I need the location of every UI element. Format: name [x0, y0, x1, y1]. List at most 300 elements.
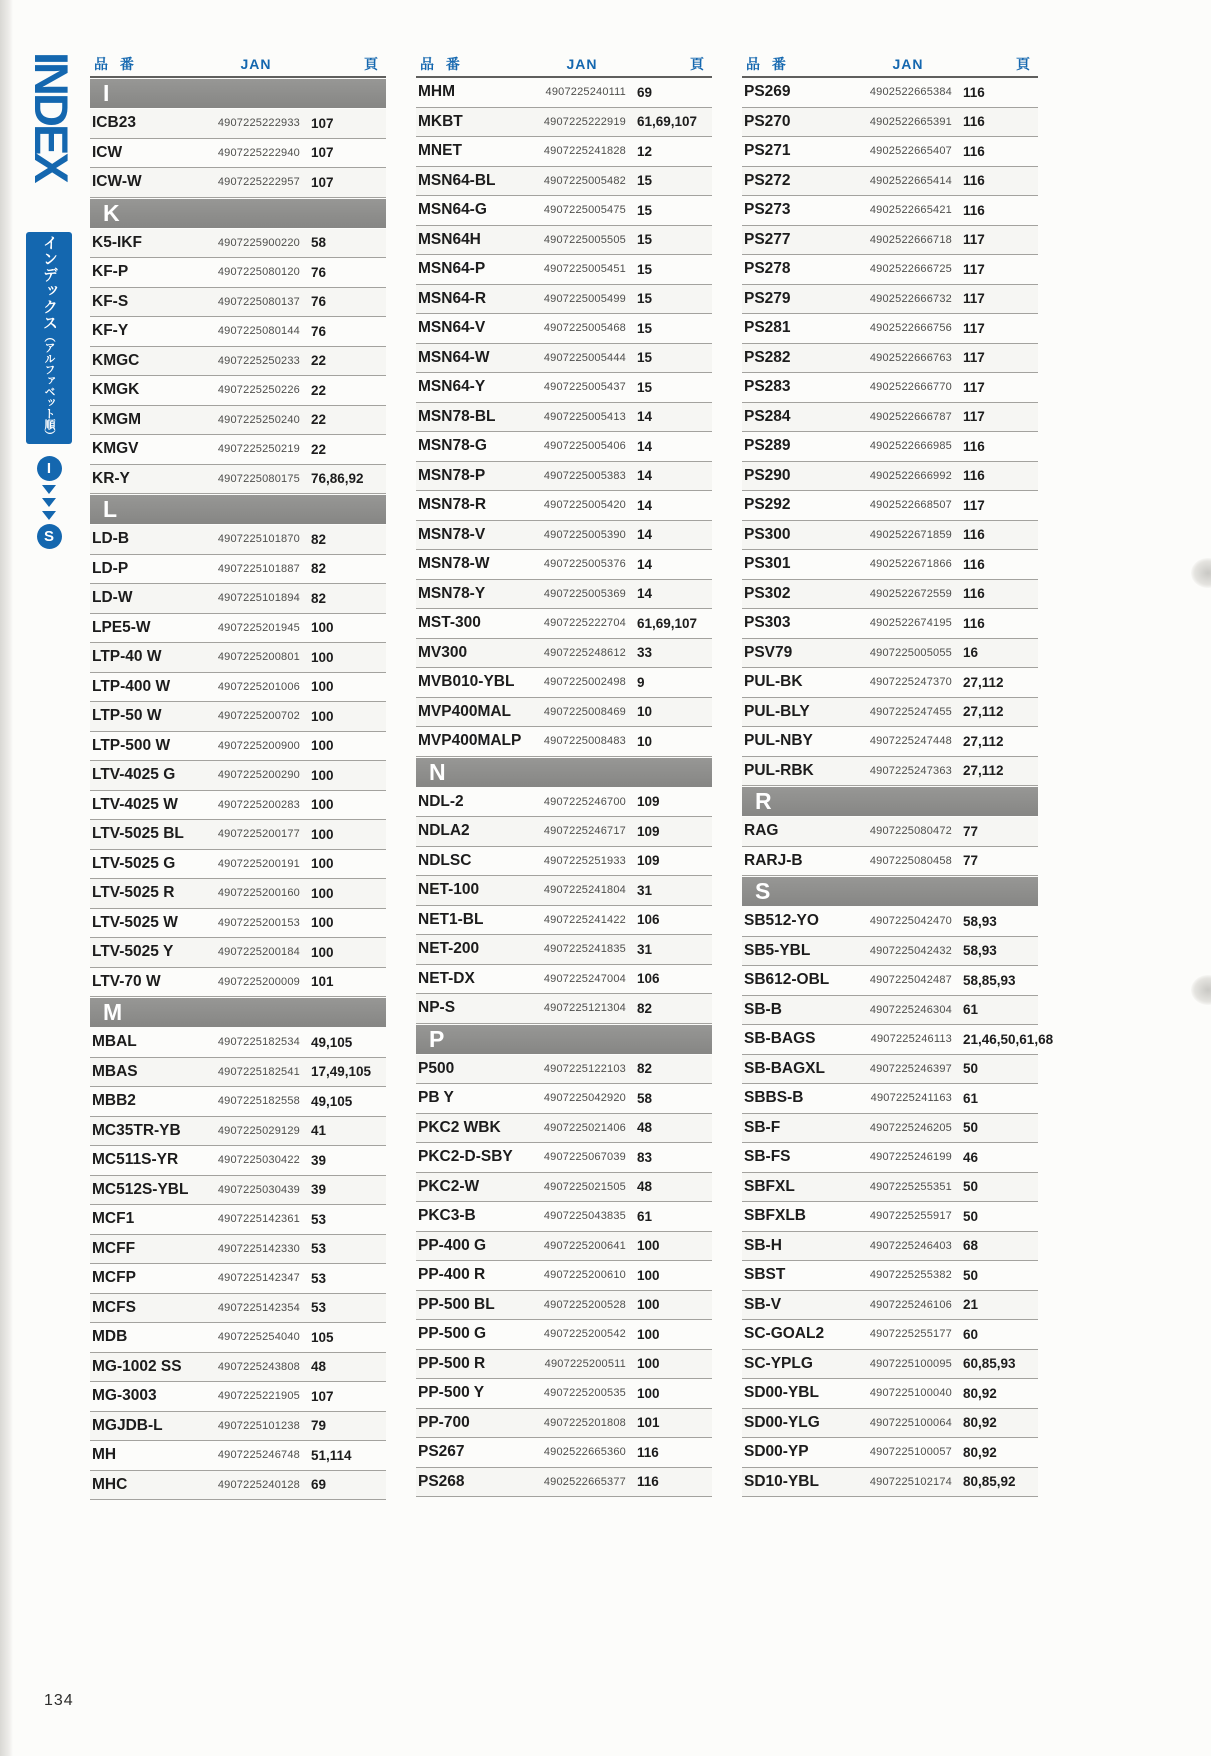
page-reference: 53	[311, 1300, 327, 1316]
index-banner	[20, 52, 80, 551]
page-reference: 12	[637, 143, 653, 159]
jan-code: 4907225250240	[217, 413, 300, 426]
index-row	[90, 465, 386, 495]
index-row	[742, 196, 1038, 226]
page-reference: 100	[311, 944, 334, 960]
page-reference: 14	[637, 556, 653, 572]
product-code: PS270	[744, 112, 791, 130]
index-row	[416, 727, 712, 757]
product-code: K5-IKF	[92, 233, 142, 251]
page-reference: 82	[637, 1000, 653, 1016]
product-code: PS282	[744, 348, 791, 366]
jan-code: 4907225247455	[869, 705, 952, 718]
page-reference: 58	[311, 235, 327, 251]
index-row	[416, 876, 712, 906]
jan-code: 4907225241163	[870, 1092, 952, 1105]
product-code: PP-500 G	[418, 1325, 487, 1343]
page-reference: 31	[637, 882, 653, 898]
jan-code: 4907225008483	[543, 735, 626, 748]
section-header-s	[742, 877, 1038, 906]
product-code: MC511S-YR	[92, 1151, 179, 1169]
jan-code: 4902522668507	[869, 499, 952, 512]
index-row	[742, 550, 1038, 580]
product-code: KMGK	[92, 381, 140, 399]
jan-code: 4907225200528	[543, 1298, 626, 1311]
index-row	[416, 167, 712, 197]
index-row	[416, 1143, 712, 1173]
product-code: NDL-2	[418, 792, 464, 810]
index-row	[416, 255, 712, 285]
index-row	[90, 820, 386, 850]
page-reference: 14	[637, 438, 653, 454]
product-code: MSN78-W	[418, 555, 490, 573]
page-reference: 15	[637, 379, 653, 395]
index-row	[90, 376, 386, 406]
product-code: MGJDB-L	[92, 1416, 163, 1434]
index-row	[416, 1438, 712, 1468]
index-row	[416, 1084, 712, 1114]
jan-code: 4907225222957	[217, 176, 300, 189]
page-reference: 58,93	[963, 913, 997, 929]
product-code: PS303	[744, 614, 791, 632]
arrow-down-icon	[42, 498, 56, 507]
product-code: RARJ-B	[744, 851, 803, 869]
jan-code: 4902522665391	[869, 115, 952, 128]
jan-code: 4907225005413	[543, 410, 626, 423]
page-reference: 105	[311, 1329, 334, 1345]
product-code: PS292	[744, 496, 791, 514]
jan-code: 4907225221905	[217, 1390, 300, 1403]
page-reference: 77	[963, 853, 979, 869]
product-code: PS277	[744, 230, 791, 248]
header-jan: JAN	[566, 56, 598, 72]
index-row	[90, 1235, 386, 1265]
product-code: LD-B	[92, 530, 130, 548]
product-code: MSN64-R	[418, 289, 487, 307]
product-code: LTV-5025 W	[92, 913, 178, 931]
product-code: SB-F	[744, 1118, 781, 1136]
index-banner-subtitle-box	[26, 232, 72, 444]
product-code: PB Y	[418, 1089, 454, 1107]
page-reference: 100	[311, 649, 334, 665]
product-code: PS272	[744, 171, 791, 189]
jan-code: 4907225005383	[543, 469, 626, 482]
index-row	[416, 668, 712, 698]
jan-code: 4907225043835	[543, 1210, 626, 1223]
page-reference: 100	[311, 826, 334, 842]
product-code: PP-500 BL	[418, 1295, 495, 1313]
product-code: LTV-5025 R	[92, 884, 175, 902]
index-row	[416, 1350, 712, 1380]
header-item-number: 品 番	[420, 56, 464, 72]
jan-code: 4902522671866	[869, 558, 952, 571]
index-row	[742, 698, 1038, 728]
index-row	[90, 1117, 386, 1147]
index-row	[90, 525, 386, 555]
jan-code: 4907225246700	[543, 795, 626, 808]
page-reference: 116	[963, 202, 985, 218]
page-reference: 58,93	[963, 943, 997, 959]
page-reference: 116	[963, 84, 985, 100]
product-code: PS269	[744, 83, 791, 101]
column-body	[416, 78, 712, 1497]
jan-code: 4907225201808	[543, 1416, 626, 1429]
jan-code: 4907225200900	[217, 739, 300, 752]
product-code: MSN78-BL	[418, 407, 496, 425]
jan-code: 4907225246397	[869, 1062, 952, 1075]
product-code: SB-V	[744, 1295, 782, 1313]
jan-code: 4907225241828	[543, 145, 626, 158]
jan-code: 4907225241804	[543, 884, 626, 897]
index-row	[742, 344, 1038, 374]
product-code: PUL-BK	[744, 673, 803, 691]
index-row	[416, 403, 712, 433]
page-reference: 22	[311, 412, 327, 428]
page-reference: 116	[637, 1444, 659, 1460]
jan-code: 4907225246304	[869, 1003, 952, 1016]
product-code: MDB	[92, 1328, 128, 1346]
column-header	[416, 52, 712, 78]
page-reference: 116	[963, 556, 985, 572]
index-row	[90, 317, 386, 347]
page-reference: 80,92	[963, 1444, 997, 1460]
index-row	[416, 285, 712, 315]
jan-code: 4902522671859	[869, 528, 952, 541]
page-reference: 100	[311, 856, 334, 872]
section-header-k	[90, 199, 386, 228]
column-body	[742, 78, 1054, 1497]
jan-code: 4907225200177	[217, 828, 300, 841]
page-reference: 17,49,105	[311, 1064, 372, 1080]
section-header-r	[742, 787, 1038, 816]
page-reference: 116	[963, 615, 985, 631]
jan-code: 4907225246199	[869, 1151, 952, 1164]
page-reference: 27,112	[963, 733, 1004, 749]
product-code: PS301	[744, 555, 791, 573]
page-reference: 100	[637, 1326, 660, 1342]
product-code: PKC2 WBK	[418, 1118, 501, 1136]
section-header-m	[90, 998, 386, 1027]
arrow-down-icon	[42, 511, 56, 520]
index-row	[416, 1468, 712, 1498]
jan-code: 4902522666718	[869, 233, 952, 246]
jan-code: 4907225101894	[217, 592, 300, 605]
jan-code: 4902522665421	[869, 204, 952, 217]
product-code: RAG	[744, 822, 779, 840]
index-row	[416, 373, 712, 403]
product-code: MBAL	[92, 1033, 137, 1051]
product-code: KMGM	[92, 410, 142, 428]
jan-code: 4902522666756	[869, 322, 952, 335]
product-code: LD-W	[92, 589, 133, 607]
index-row	[742, 937, 1038, 967]
index-row	[416, 108, 712, 138]
page-reference: 22	[311, 353, 327, 369]
index-row	[416, 639, 712, 669]
index-row	[742, 373, 1038, 403]
index-row	[742, 727, 1038, 757]
product-code: SBFXLB	[744, 1207, 806, 1225]
index-row	[90, 1294, 386, 1324]
page-reference: 60	[963, 1326, 979, 1342]
page-reference: 48	[637, 1179, 653, 1195]
product-code: MCFF	[92, 1239, 136, 1257]
jan-code: 4907225200290	[217, 769, 300, 782]
index-row	[742, 1379, 1038, 1409]
section-letter: M	[103, 999, 123, 1025]
index-column	[416, 52, 712, 1500]
page-reference: 100	[637, 1356, 660, 1372]
jan-code: 4907225200283	[217, 798, 300, 811]
product-code: KF-P	[92, 263, 129, 281]
product-code: PS300	[744, 525, 791, 543]
product-code: MSN64-G	[418, 201, 487, 219]
index-row	[416, 78, 712, 108]
product-code: ICW	[92, 143, 123, 161]
section-letter: P	[429, 1025, 445, 1052]
index-row	[90, 791, 386, 821]
index-row	[416, 462, 712, 492]
jan-code: 4907225222704	[543, 617, 626, 630]
index-row	[90, 1353, 386, 1383]
jan-code: 4907225005475	[543, 204, 626, 217]
product-code: MSN78-Y	[418, 584, 486, 602]
product-code: PKC3-B	[418, 1207, 476, 1225]
product-code: MSN64-Y	[418, 378, 486, 396]
product-code: LTP-500 W	[92, 736, 171, 754]
jan-code: 4907225182541	[217, 1065, 300, 1078]
jan-code: 4902522666725	[869, 263, 952, 276]
page-reference: 107	[311, 174, 334, 190]
index-row	[742, 432, 1038, 462]
page-reference: 46	[963, 1149, 979, 1165]
section-letter: K	[103, 199, 120, 226]
jan-code: 4907225008469	[543, 705, 626, 718]
page-reference: 21,46,50,61,68	[963, 1031, 1054, 1047]
page-reference: 100	[637, 1238, 660, 1254]
index-row	[416, 1261, 712, 1291]
index-row	[742, 403, 1038, 433]
jan-code: 4907225005499	[543, 292, 626, 305]
page-reference: 15	[637, 291, 653, 307]
jan-code: 4907225200009	[217, 975, 300, 988]
product-code: MSN64-V	[418, 319, 486, 337]
index-row	[742, 1173, 1038, 1203]
index-row	[742, 491, 1038, 521]
jan-code: 4907225246717	[543, 825, 626, 838]
jan-code: 4907225080175	[217, 472, 300, 485]
jan-code: 4907225250226	[217, 384, 300, 397]
page-reference: 83	[637, 1149, 653, 1165]
product-code: SBBS-B	[744, 1089, 804, 1107]
jan-code: 4907225200542	[543, 1328, 626, 1341]
jan-code: 4907225122103	[543, 1062, 626, 1075]
product-code: PSV79	[744, 643, 793, 661]
index-row	[416, 1379, 712, 1409]
product-code: SB-BAGXL	[744, 1059, 825, 1077]
index-row	[90, 258, 386, 288]
index-row	[742, 1114, 1038, 1144]
header-item-number: 品 番	[746, 56, 790, 72]
product-code: LTV-4025 W	[92, 795, 178, 813]
jan-code: 4907225200184	[217, 946, 300, 959]
jan-code: 4907225030422	[217, 1154, 300, 1167]
jan-code: 4907225246106	[869, 1298, 952, 1311]
product-code: PS290	[744, 466, 791, 484]
index-row	[742, 996, 1038, 1026]
index-row	[90, 761, 386, 791]
jan-code: 4907225080137	[217, 295, 300, 308]
jan-code: 4907225247363	[869, 764, 952, 777]
index-row	[416, 609, 712, 639]
jan-code: 4907225200702	[217, 710, 300, 723]
index-row	[416, 906, 712, 936]
index-row	[742, 255, 1038, 285]
jan-code: 4907225005444	[543, 351, 626, 364]
product-code: PS283	[744, 378, 791, 396]
page-reference: 100	[311, 767, 334, 783]
product-code: MBB2	[92, 1092, 136, 1110]
column-header	[90, 52, 386, 78]
index-columns	[90, 52, 1054, 1500]
jan-code: 4907225247448	[869, 735, 952, 748]
page-reference: 50	[963, 1179, 979, 1195]
product-code: SD00-YBL	[744, 1384, 819, 1402]
page-reference: 101	[311, 974, 334, 990]
page-reference: 116	[963, 468, 985, 484]
page-reference: 15	[637, 350, 653, 366]
jan-code: 4907225101887	[217, 562, 300, 575]
index-banner-subtitle	[26, 235, 72, 441]
jan-code: 4902522666732	[869, 292, 952, 305]
page-reference: 14	[637, 586, 653, 602]
product-code: MH	[92, 1446, 117, 1464]
jan-code: 4907225201945	[217, 621, 300, 634]
jan-code: 4907225241835	[543, 943, 626, 956]
page-reference: 107	[311, 115, 334, 131]
index-row	[90, 1382, 386, 1412]
page-reference: 100	[637, 1267, 660, 1283]
page-reference: 33	[637, 645, 653, 661]
jan-code: 4907225246748	[217, 1449, 300, 1462]
product-code: KR-Y	[92, 469, 130, 487]
index-row	[742, 817, 1038, 847]
page-reference: 101	[637, 1415, 660, 1431]
page-curl-mark	[1191, 975, 1211, 1005]
jan-code: 4902522665360	[543, 1446, 626, 1459]
jan-code: 4907225251933	[543, 854, 626, 867]
index-row	[90, 168, 386, 198]
jan-code: 4907225200160	[217, 887, 300, 900]
index-row	[742, 1084, 1038, 1114]
index-row	[416, 1202, 712, 1232]
page-reference: 106	[637, 971, 660, 987]
jan-code: 4907225900220	[217, 236, 300, 249]
product-code: MKBT	[418, 112, 463, 130]
page-reference: 48	[311, 1359, 327, 1375]
page-reference: 116	[963, 143, 985, 159]
jan-code: 4907225254040	[217, 1331, 300, 1344]
product-code: MV300	[418, 643, 468, 661]
index-row	[742, 137, 1038, 167]
product-code: SB-H	[744, 1236, 782, 1254]
index-row	[416, 1114, 712, 1144]
page-reference: 116	[637, 1474, 659, 1490]
page-reference: 100	[637, 1385, 660, 1401]
product-code: PKC2-D-SBY	[418, 1148, 513, 1166]
jan-code: 4907225250233	[217, 354, 300, 367]
index-banner-subtitle-main: インデックス	[41, 235, 58, 331]
jan-code: 4907225005451	[543, 263, 626, 276]
page-reference: 80,85,92	[963, 1474, 1016, 1490]
page-reference: 39	[311, 1182, 327, 1198]
index-row	[742, 167, 1038, 197]
page-reference: 48	[637, 1120, 653, 1136]
page-reference: 100	[311, 797, 334, 813]
jan-code: 4902522666770	[869, 381, 952, 394]
page-reference: 117	[963, 350, 985, 366]
jan-code: 4907225100064	[869, 1416, 952, 1429]
jan-code: 4907225246403	[869, 1239, 952, 1252]
page-reference: 10	[637, 704, 653, 720]
product-code: PS289	[744, 437, 791, 455]
index-row	[416, 196, 712, 226]
page-reference: 31	[637, 941, 653, 957]
page-reference: 107	[311, 1388, 334, 1404]
product-code: PS278	[744, 260, 791, 278]
page-reference: 15	[637, 232, 653, 248]
jan-code: 4907225246113	[870, 1033, 952, 1046]
index-row	[90, 584, 386, 614]
product-code: LTV-5025 BL	[92, 825, 184, 843]
index-row	[416, 344, 712, 374]
page-reference: 39	[311, 1152, 327, 1168]
product-code: MSN64-BL	[418, 171, 496, 189]
index-row	[90, 406, 386, 436]
page-reference: 76	[311, 323, 327, 339]
jan-code: 4907225042470	[869, 915, 952, 928]
page-reference: 58,85,93	[963, 972, 1016, 988]
jan-code: 4907225005390	[543, 528, 626, 541]
product-code: KMGC	[92, 351, 140, 369]
page-reference: 100	[311, 620, 334, 636]
index-row	[742, 226, 1038, 256]
page-reference: 14	[637, 497, 653, 513]
index-row	[742, 1468, 1038, 1498]
header-page: 頁	[1016, 56, 1030, 72]
jan-code: 4907225142361	[217, 1213, 300, 1226]
page-reference: 116	[963, 586, 985, 602]
jan-code: 4907225255177	[869, 1328, 952, 1341]
index-row	[416, 491, 712, 521]
page-reference: 61	[637, 1208, 653, 1224]
page-reference: 50	[963, 1267, 979, 1283]
jan-code: 4907225042487	[869, 974, 952, 987]
jan-code: 4907225247004	[543, 972, 626, 985]
product-code: MNET	[418, 142, 462, 160]
jan-code: 4907225042920	[543, 1092, 626, 1105]
index-row	[90, 139, 386, 169]
section-letter: N	[429, 758, 446, 785]
index-row	[90, 1028, 386, 1058]
jan-code: 4907225067039	[543, 1151, 626, 1164]
index-row	[742, 1232, 1038, 1262]
index-row	[90, 1087, 386, 1117]
product-code: PUL-NBY	[744, 732, 813, 750]
index-row	[416, 1320, 712, 1350]
index-row	[90, 850, 386, 880]
page-reference: 100	[311, 738, 334, 754]
